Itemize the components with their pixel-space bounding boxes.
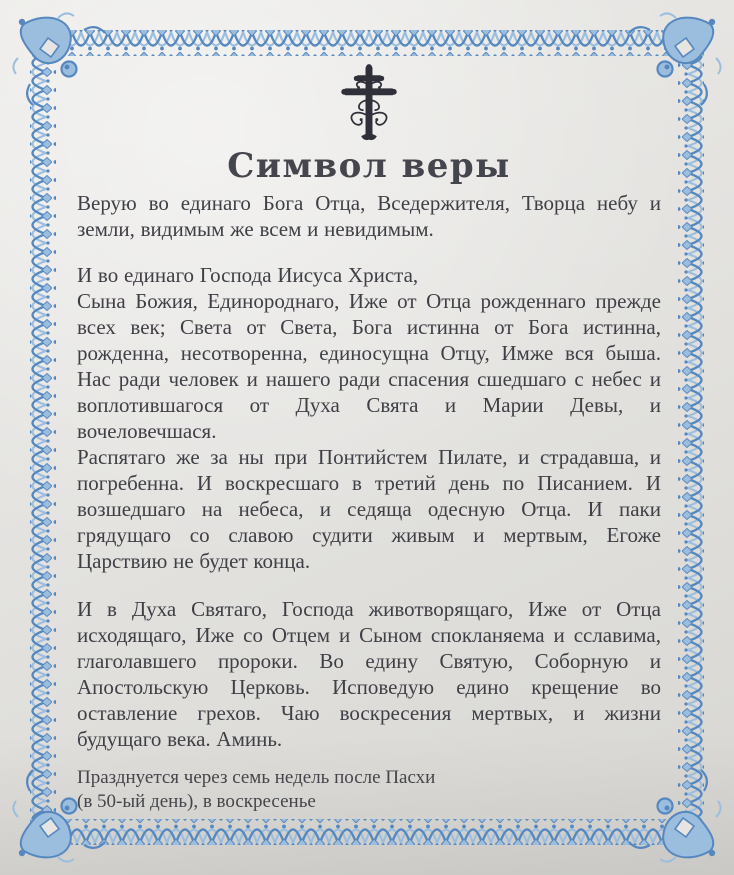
creed-paragraph-3: Сына Божия, Единороднаго, Иже от Отца рожденнаго прежде всех век; Света от Света, Бога истинна от Бога истинна, рожденна, несотворенна, единосущна Отцу, Имже вся быша. Нас ради человек и нашего ради спасения сшедшаго с небес и воплотившагося от Духа Свята и Марии Девы, и вочеловечшася.	[77, 289, 661, 443]
creed-paragraph-2: И во единаго Господа Иисуса Христа,	[77, 263, 419, 287]
footnote	[77, 766, 661, 814]
creed-paragraph-5: И в Духа Святаго, Господа животворящаго, Иже от Отца исходящаго, Иже со Отцем и Сыном спокланяема и сславима, глаголавшего пророки. Во едину Святую, Соборную и Апостольскую Церковь. Исповедую едино крещение во оставление грехов. Чаю воскресения мертвых, и жизни будущаго века. Аминь.	[77, 597, 661, 751]
footnote-line-2: (в 50-ый день), в воскресенье	[77, 791, 316, 812]
page-title: Символ веры	[227, 146, 511, 186]
footnote-line-1: Празднуется через семь недель после Пасхи	[77, 767, 436, 788]
creed-paragraph-4: Распятаго же за ны при Понтийстем Пилате, и страдавша, и погребенна. И воскресшаго в третий день по Писанием. И возшедшаго на небеса, и седяща одесную Отца. И паки грядущаго со славою судити живым и мертвым, Егоже Царствию не будет конца.	[77, 445, 661, 573]
sheet-content	[77, 60, 661, 814]
orthodox-cross-icon	[329, 64, 409, 144]
creed-paragraph-1: Верую во единаго Бога Отца, Вседержителя, Творца небу и земли, видимым же всем и невидимым.	[77, 191, 661, 241]
